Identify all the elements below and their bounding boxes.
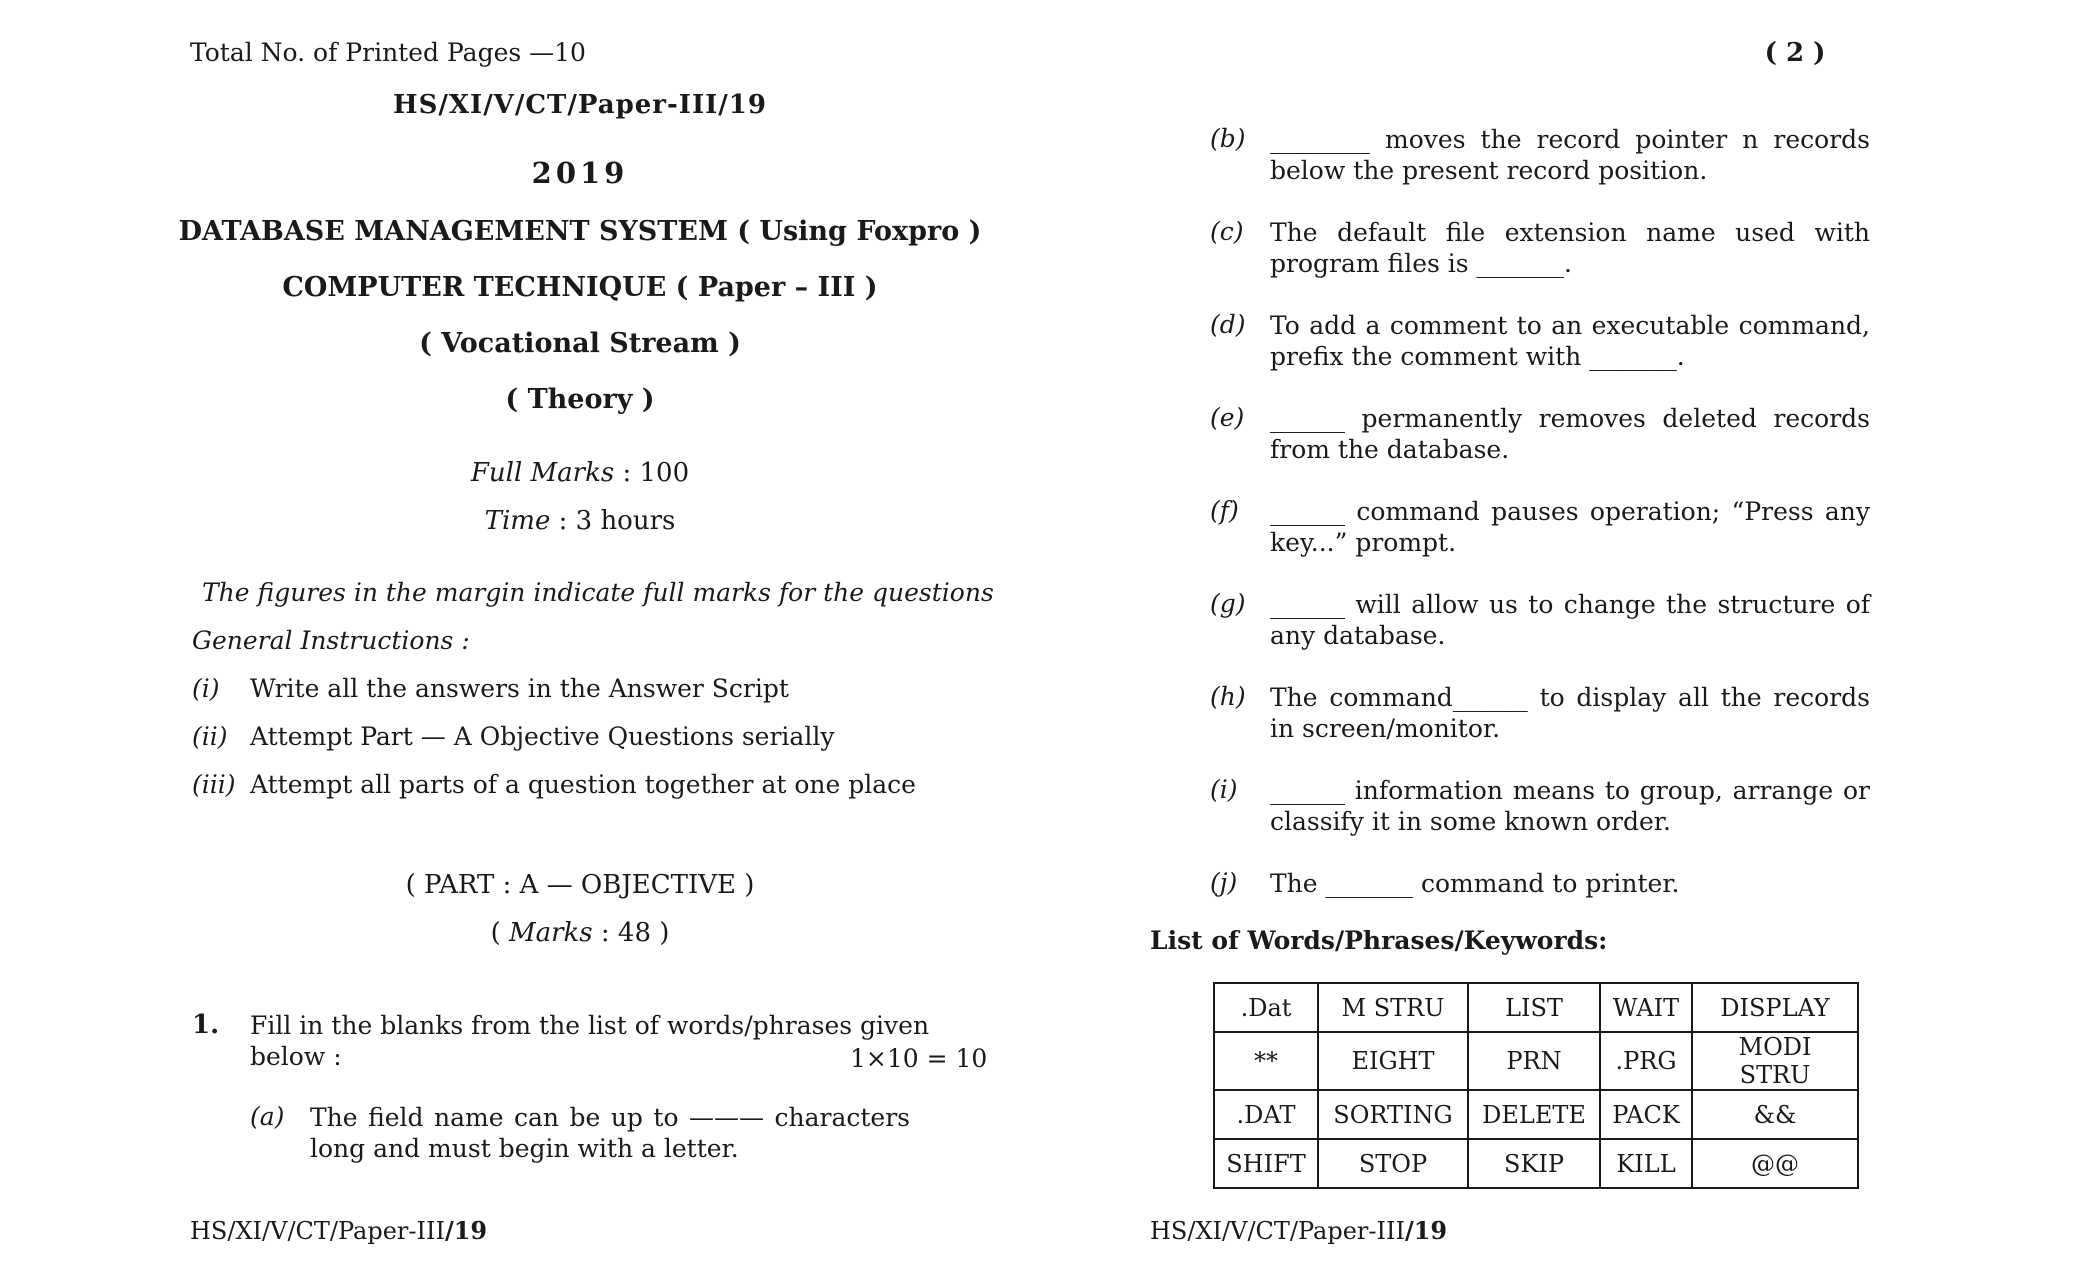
time-label: Time xyxy=(484,506,551,536)
sub-question-label: (c) xyxy=(1210,217,1244,246)
sub-question-label: (d) xyxy=(1210,310,1246,339)
table-cell: .PRG xyxy=(1600,1032,1692,1090)
table-cell: EIGHT xyxy=(1318,1032,1468,1090)
sub-question-text: ________ moves the record pointer n records below the present record position. xyxy=(1270,125,1870,185)
part-marks-open: ( xyxy=(490,918,509,948)
full-marks-label: Full Marks xyxy=(470,458,615,488)
instruction-text: Attempt Part — A Objective Questions serially xyxy=(250,722,835,751)
part-marks xyxy=(0,918,1160,948)
table-row xyxy=(1214,1139,1858,1188)
instruction-number: (ii) xyxy=(192,722,228,751)
sub-question-label: (h) xyxy=(1210,682,1246,711)
table-cell: ** xyxy=(1214,1032,1318,1090)
instruction-item xyxy=(192,770,916,799)
exam-time xyxy=(0,506,1160,536)
table-cell: M STRU xyxy=(1318,983,1468,1032)
margin-note: The figures in the margin indicate full marks for the questions xyxy=(202,578,994,607)
instruction-number: (iii) xyxy=(192,770,236,799)
table-row xyxy=(1214,1090,1858,1139)
question-text: Fill in the blanks from the list of words/phrases given below : xyxy=(250,1011,930,1071)
table-cell: STOP xyxy=(1318,1139,1468,1188)
paper-code: HS/XI/V/CT/Paper-III/19 xyxy=(393,90,767,120)
sub-question-text: The command______ to display all the records in screen/monitor. xyxy=(1270,683,1870,743)
footer-code: HS/XI/V/CT/Paper-III xyxy=(1150,1217,1405,1245)
sub-question-text: ______ will allow us to change the structure of any database. xyxy=(1270,590,1870,650)
sub-question-text: ______ command pauses operation; “Press any key...” prompt. xyxy=(1270,497,1870,557)
table-cell: SHIFT xyxy=(1214,1139,1318,1188)
sub-question-text: To add a comment to an executable command, prefix the comment with _______. xyxy=(1270,311,1870,371)
sub-question-label: (i) xyxy=(1210,775,1238,804)
table-cell: PACK xyxy=(1600,1090,1692,1139)
part-title: ( PART : A — OBJECTIVE ) xyxy=(405,870,755,900)
table-cell: .DAT xyxy=(1214,1090,1318,1139)
question-number: 1. xyxy=(192,1010,220,1040)
footer-year: /19 xyxy=(444,1216,488,1245)
footer-left xyxy=(190,1216,487,1245)
table-cell: && xyxy=(1692,1090,1858,1139)
table-row xyxy=(1214,983,1858,1032)
instruction-number: (i) xyxy=(192,674,220,703)
footer-year: /19 xyxy=(1404,1216,1448,1245)
table-cell: MODI STRU xyxy=(1692,1032,1858,1090)
table-cell: LIST xyxy=(1468,983,1600,1032)
table-row xyxy=(1214,1032,1858,1090)
sub-question-text: The _______ command to printer. xyxy=(1270,869,1680,898)
part-marks-value: : 48 ) xyxy=(592,918,670,948)
sub-question-label: (e) xyxy=(1210,403,1245,432)
table-cell: .Dat xyxy=(1214,983,1318,1032)
footer-code: HS/XI/V/CT/Paper-III xyxy=(190,1217,445,1245)
table-cell: KILL xyxy=(1600,1139,1692,1188)
keywords-title: List of Words/Phrases/Keywords: xyxy=(1150,926,1608,955)
time-value: : 3 hours xyxy=(550,506,676,536)
sub-question-label: (a) xyxy=(250,1102,285,1131)
subject-stream: ( Vocational Stream ) xyxy=(419,328,741,359)
sub-question-text: The default file extension name used with program files is _______. xyxy=(1270,218,1870,278)
full-marks-value: : 100 xyxy=(614,458,690,488)
instruction-text: Write all the answers in the Answer Script xyxy=(250,674,789,703)
sub-question-label: (g) xyxy=(1210,589,1246,618)
general-instructions-heading: General Instructions : xyxy=(192,626,470,655)
instruction-item xyxy=(192,722,834,751)
table-cell: SKIP xyxy=(1468,1139,1600,1188)
table-cell: DELETE xyxy=(1468,1090,1600,1139)
table-cell: @@ xyxy=(1692,1139,1858,1188)
sub-question-text: The field name can be up to ——— characters long and must begin with a letter. xyxy=(310,1103,910,1163)
subject-title: DATABASE MANAGEMENT SYSTEM ( Using Foxpro ) xyxy=(178,216,982,247)
table-cell: SORTING xyxy=(1318,1090,1468,1139)
full-marks xyxy=(0,458,1160,488)
sub-question-text: ______ permanently removes deleted records from the database. xyxy=(1270,404,1870,464)
part-marks-label: Marks xyxy=(508,918,593,948)
subject-type: ( Theory ) xyxy=(505,384,655,415)
subject-paper: COMPUTER TECHNIQUE ( Paper – III ) xyxy=(282,272,878,303)
table-cell: DISPLAY xyxy=(1692,983,1858,1032)
exam-year: 2019 xyxy=(531,156,629,190)
keywords-table xyxy=(1213,982,1859,1189)
table-cell: PRN xyxy=(1468,1032,1600,1090)
sub-question-label: (b) xyxy=(1210,124,1246,153)
instruction-item xyxy=(192,674,789,703)
page-number: ( 2 ) xyxy=(1764,38,1826,68)
sub-question-text: ______ information means to group, arrange or classify it in some known order. xyxy=(1270,776,1870,836)
sub-question-label: (j) xyxy=(1210,868,1238,897)
table-cell: WAIT xyxy=(1600,983,1692,1032)
footer-right xyxy=(1150,1216,1447,1245)
sub-question-label: (f) xyxy=(1210,496,1239,525)
instruction-text: Attempt all parts of a question together at one place xyxy=(250,770,916,799)
question-marks: 1×10 = 10 xyxy=(850,1044,988,1073)
total-printed-pages: Total No. of Printed Pages —10 xyxy=(190,38,586,67)
